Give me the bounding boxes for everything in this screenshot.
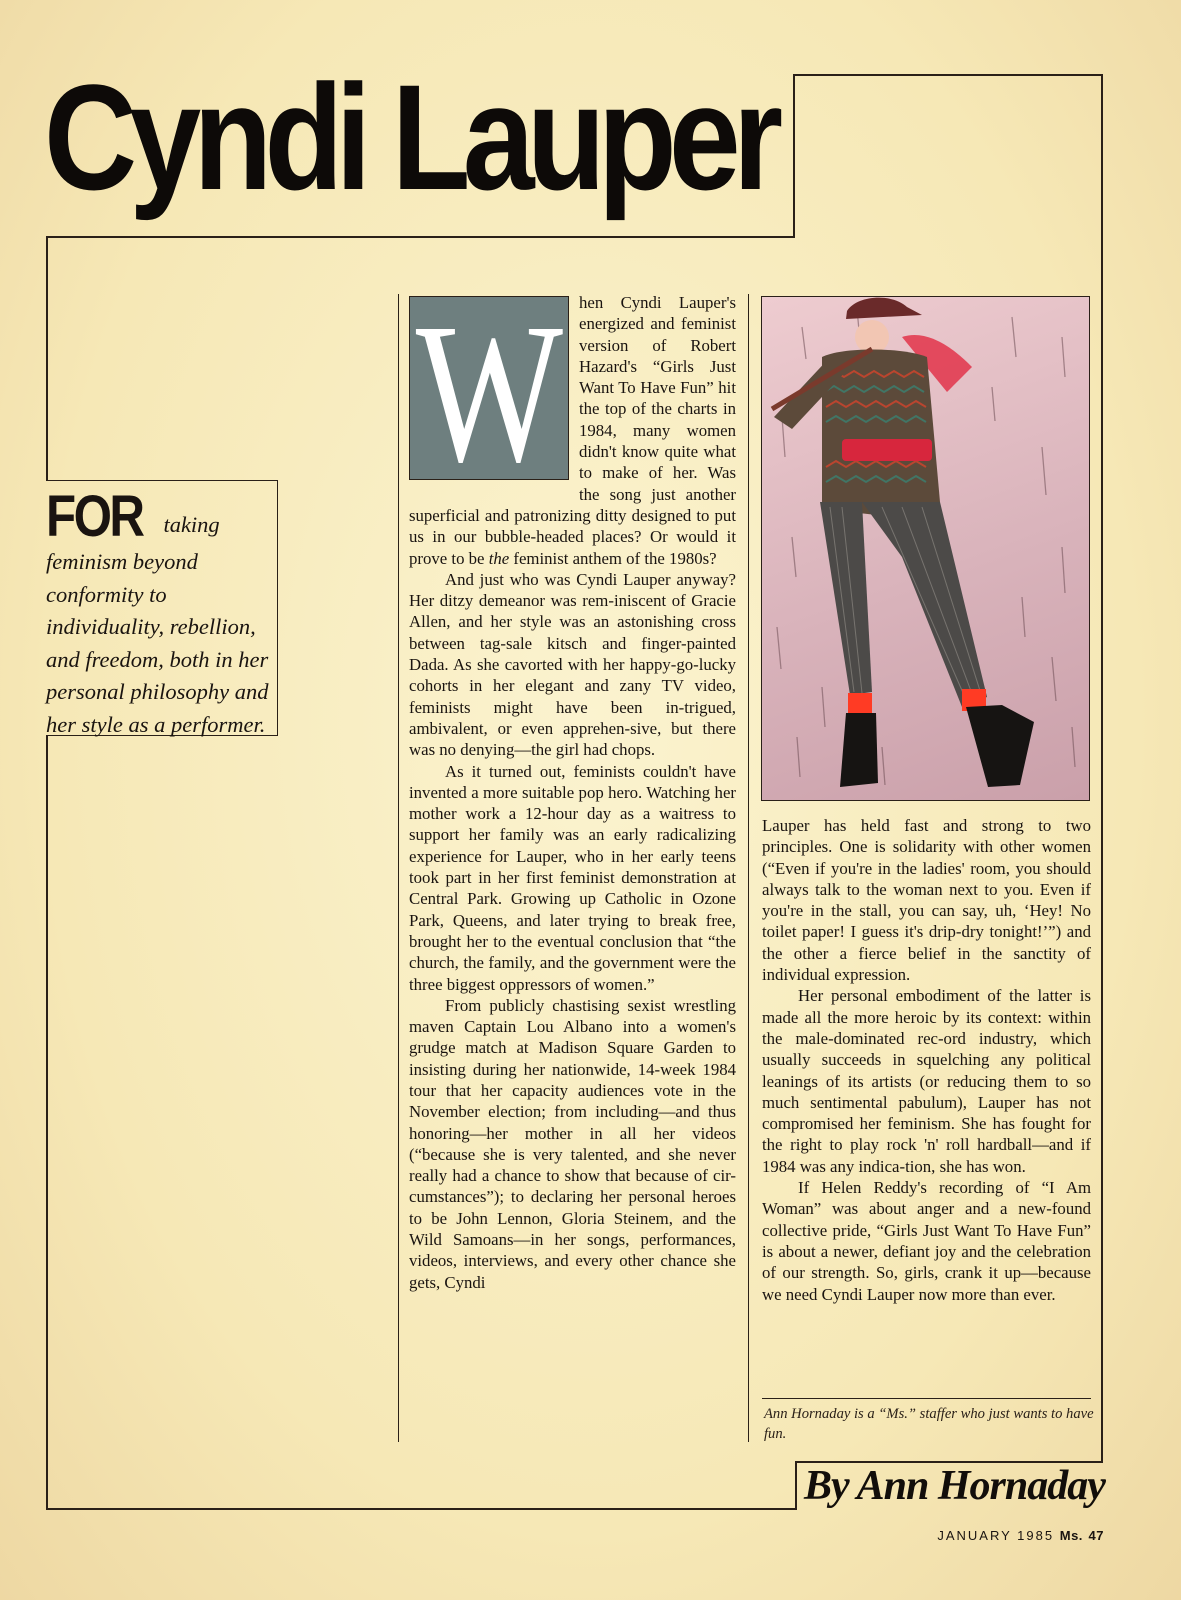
paragraph-2: And just who was Cyndi Lauper anyway? Her ditzy demeanor was rem-iniscent of Gracie Allen, and her style was an astonishing cross between tag-sale kitsch and finger-painted Dada. As she cavorted with her happy-go-lucky cohorts in her elegant and zany TV video, feminists might have been in-trigued, ambivalent, or even apprehen-sive, but there was no denying—the girl had chops.	[409, 569, 736, 760]
magazine-name: Ms.	[1059, 1528, 1083, 1543]
frame-right	[1101, 74, 1103, 1462]
issue-date: JANUARY 1985	[937, 1528, 1055, 1543]
left-leg	[820, 502, 872, 695]
article-column-2	[762, 815, 1091, 1305]
paragraph-6: Her personal embodiment of the latter is made all the more heroic by its context: within the male-dominated rec-ord industry, which usually succeeds in squelching any political leanings of its artists (or reducing them to so much sentimental pabulum), Lauper has not compromised her feminism. She has fought for the right to play rock 'n' roll hardball—and if 1984 was any indica-tion, she has won.	[762, 986, 1091, 1176]
pullquote-box-top	[46, 480, 278, 481]
hat	[846, 298, 922, 319]
paragraph-3: As it turned out, feminists couldn't have invented a more suitable pop hero. Watching her mother work a 12-hour day as a waitress to support her family was an early radicalizing experience for Lauper, who in her early teens took part in her first feminist demonstration at Central Park. Growing up Catholic in Ozone Park, Queens, and later trying to break free, brought her to the eventual conclusion that “the church, the family, and the government were the three biggest oppressors of women.”	[409, 761, 736, 994]
right-boot	[966, 705, 1034, 787]
page-footer	[937, 1528, 1104, 1543]
performer-illustration	[762, 297, 1089, 800]
column-divider-middle	[748, 294, 749, 1442]
frame-bottom	[46, 1508, 796, 1510]
frame-notch-horizontal	[46, 236, 795, 238]
paragraph-5: Lauper has held fast and strong to two principles. One is solidarity with other women (“Even if you're in the ladies' room, you should always talk to the woman next to you. Even if you're in the stall, you can say, uh, ‘Hey! No toilet paper! I guess it's drip-dry tonight!’”) and the other a fierce belief in the sanctity of individual expression.	[762, 816, 1091, 985]
red-belt	[842, 439, 932, 461]
byline-box-left	[795, 1461, 797, 1510]
frame-left-lower	[46, 735, 48, 1509]
paragraph-7: If Helen Reddy's recording of “I Am Woman” was about anger and a new-found collective pride, “Girls Just Want To Have Fun” is about a newer, defiant joy and the celebration of our strength. So, girls, crank it up—because we need Cyndi Lauper now more than ever.	[762, 1178, 1091, 1304]
article-column-1	[409, 283, 736, 1293]
drop-cap-letter: W	[415, 283, 563, 504]
pull-quote-lead: FOR	[46, 484, 143, 549]
frame-notch-vertical	[793, 74, 795, 237]
pull-quote-text: taking feminism beyond conformity to individuality, rebellion, and freedom, both in her personal philosophy and her style as a performer.	[46, 512, 269, 737]
bio-divider	[762, 1398, 1091, 1399]
column-divider-left	[398, 294, 399, 1442]
author-bio: Ann Hornaday is a “Ms.” staffer who just wants to have fun.	[764, 1406, 1094, 1442]
face	[855, 320, 889, 354]
frame-top-right	[793, 74, 1102, 76]
article-title: Cyndi Lauper	[44, 53, 776, 221]
left-boot	[840, 713, 878, 787]
page-number: 47	[1088, 1528, 1104, 1543]
left-sock	[848, 693, 872, 715]
performer-photo	[761, 296, 1090, 801]
pull-quote	[46, 484, 278, 741]
paragraph-4: From publicly chastising sexist wrestling maven Captain Lou Albano into a women's grudge match at Madison Square Garden to insisting during her nationwide, 14-week 1984 tour that her capacity audiences vote in the November election; from including—and thus honoring—her mother in all her videos (“because she is very talented, and she never really had a chance to show that because of cir-cumstances”); to declaring her personal heroes to be John Lennon, Gloria Steinem, and the Wild Samoans—in her songs, performances, videos, interviews, and every other chance she gets, Cyndi	[409, 995, 736, 1292]
byline: By Ann Hornaday	[804, 1463, 1105, 1509]
drop-cap-box	[409, 283, 569, 504]
paragraph-1: hen Cyndi Lauper's energized and feminist version of Robert Hazard's “Girls Just Want To Have Fun” hit the top of the charts in 1984, many women didn't know quite what to make of her. Was the song just another superficial and patronizing ditty designed to put us in our bubble-headed places? Or would it prove to be the feminist anthem of the 1980s?	[409, 293, 736, 568]
frame-left-upper	[46, 236, 48, 481]
